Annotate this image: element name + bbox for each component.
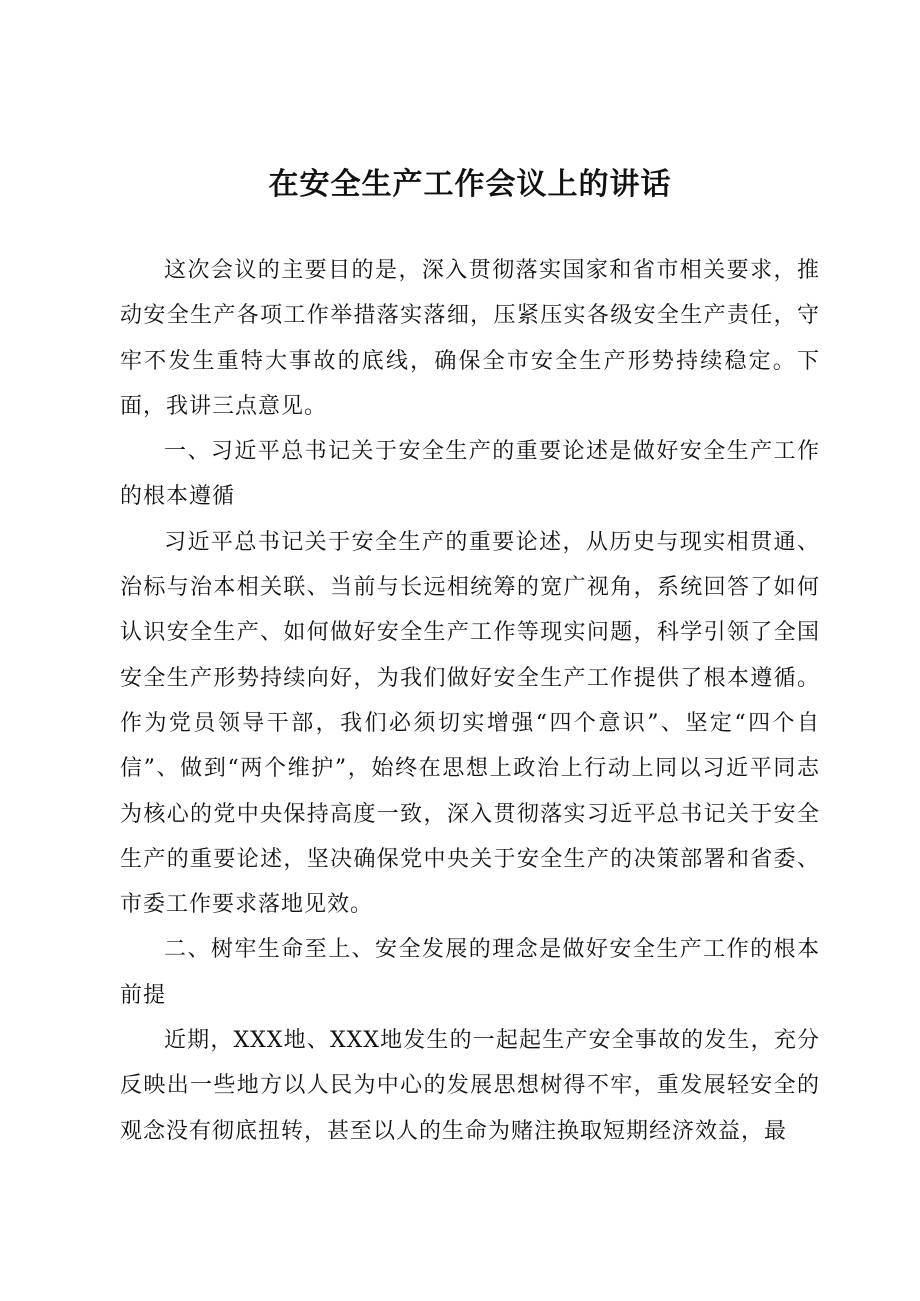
heading-section-2: 二、树牢生命至上、安全发展的理念是做好安全生产工作的根本前提	[120, 937, 820, 1008]
document-title: 在安全生产工作会议上的讲话	[268, 167, 672, 202]
document-body	[120, 248, 820, 1154]
heading-section-1: 一、习近平总书记关于安全生产的重要论述是做好安全生产工作的根本遵循	[120, 439, 820, 510]
paragraph-intro: 这次会议的主要目的是，深入贯彻落实国家和省市相关要求，推动安全生产各项工作举措落实落细，压紧压实各级安全生产责任，守牢不发生重特大事故的底线，确保全市安全生产形势持续稳定。下面，我讲三点意见。	[120, 258, 820, 419]
paragraph-section-1: 习近平总书记关于安全生产的重要论述，从历史与现实相贯通、治标与治本相关联、当前与长远相统筹的宽广视角，系统回答了如何认识安全生产、如何做好安全生产工作等现实问题，科学引领了全国安全生产形势持续向好，为我们做好安全生产工作提供了根本遵循。作为党员领导干部，我们必须切实增强“四个意识”、坚定“四个自信”、做到“两个维护”，始终在思想上政治上行动上同以习近平同志为核心的党中央保持高度一致，深入贯彻落实习近平总书记关于安全生产的重要论述，坚决确保党中央关于安全生产的决策部署和省委、市委工作要求落地见效。	[120, 529, 820, 918]
paragraph-section-2: 近期，XXX地、XXX地发生的一起起生产安全事故的发生，充分反映出一些地方以人民为中心的发展思想树得不牢，重发展轻安全的观念没有彻底扭转，甚至以人的生命为赌注换取短期经济效益，最	[120, 1028, 820, 1144]
